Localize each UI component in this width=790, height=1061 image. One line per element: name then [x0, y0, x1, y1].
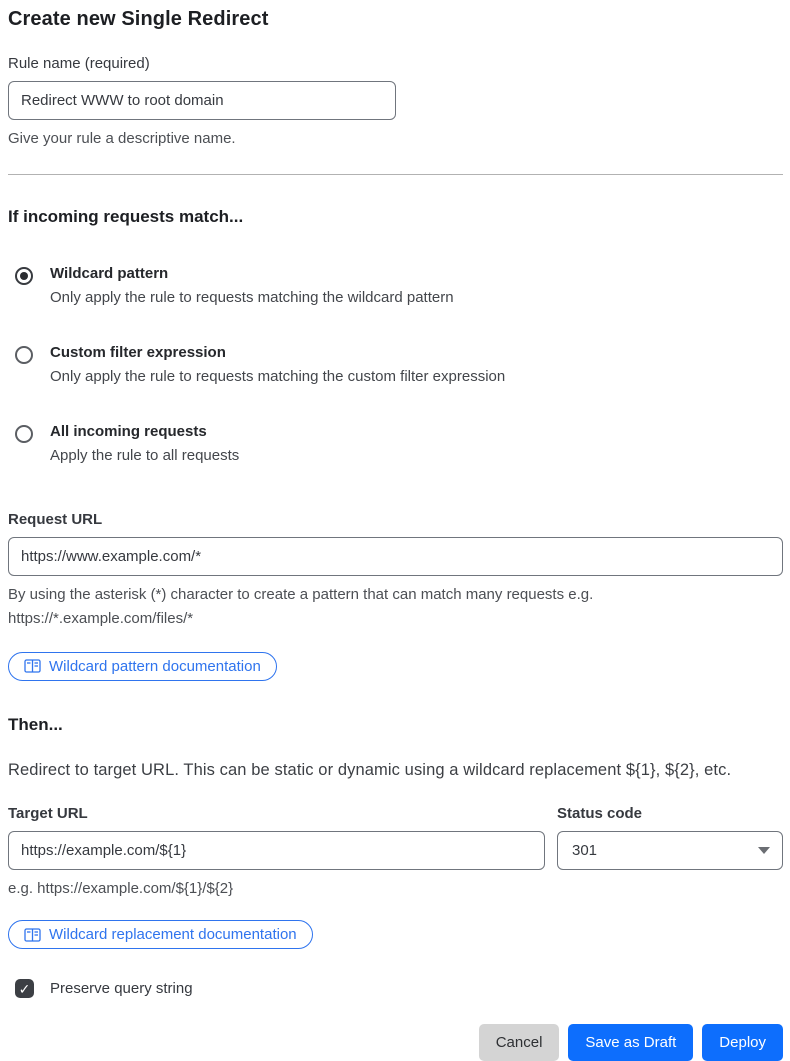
radio-option-custom-filter[interactable]	[8, 344, 783, 386]
wildcard-pattern-doc-button[interactable]	[8, 652, 277, 681]
then-intro-text: Redirect to target URL. This can be static or dynamic using a wildcard replacement ${1}, ${2}, etc.	[8, 760, 732, 779]
page-title: Create new Single Redirect	[8, 8, 269, 30]
preserve-query-checkbox-row[interactable]	[8, 979, 783, 998]
doc-button-label: Wildcard pattern documentation	[49, 657, 261, 675]
then-section-heading: Then...	[8, 714, 63, 734]
book-icon	[24, 928, 41, 942]
rule-name-label: Rule name (required)	[8, 55, 150, 72]
match-type-radio-group	[8, 265, 783, 465]
preserve-query-label: Preserve query string	[50, 980, 193, 997]
cancel-button[interactable]: Cancel	[479, 1024, 560, 1061]
status-code-field	[557, 805, 783, 870]
doc-button-label: Wildcard replacement documentation	[49, 926, 297, 943]
radio-description: Only apply the rule to requests matching the wildcard pattern	[50, 289, 454, 307]
radio-option-wildcard-pattern[interactable]	[8, 265, 783, 307]
request-url-label: Request URL	[8, 511, 103, 529]
request-url-field	[8, 511, 783, 681]
book-icon	[24, 659, 41, 673]
status-code-select[interactable]	[557, 831, 783, 870]
target-url-label: Target URL	[8, 804, 88, 822]
checkbox-checked-icon[interactable]: ✓	[15, 979, 34, 998]
radio-unselected-icon[interactable]	[15, 346, 33, 364]
radio-unselected-icon[interactable]	[15, 425, 33, 443]
request-url-input[interactable]	[8, 537, 783, 576]
radio-label: Wildcard pattern	[50, 265, 169, 283]
chevron-down-icon	[758, 847, 770, 854]
status-code-label: Status code	[557, 804, 643, 822]
radio-description: Only apply the rule to requests matching the custom filter expression	[50, 368, 506, 386]
radio-selected-icon[interactable]	[15, 267, 33, 285]
target-url-help: e.g. https://example.com/${1}/${2}	[8, 879, 234, 897]
rule-name-field	[8, 55, 783, 150]
rule-name-input[interactable]	[8, 81, 396, 120]
radio-label: Custom filter expression	[50, 344, 226, 362]
target-row	[8, 805, 783, 870]
deploy-button[interactable]: Deploy	[702, 1024, 783, 1061]
radio-option-all-requests[interactable]	[8, 423, 783, 465]
wildcard-replacement-doc-button[interactable]	[8, 920, 313, 949]
radio-label: All incoming requests	[50, 423, 207, 441]
save-as-draft-button[interactable]: Save as Draft	[568, 1024, 693, 1061]
request-url-help: By using the asterisk (*) character to create a pattern that can match many requests e.g. https://*.example.com/files/*	[8, 586, 594, 627]
status-code-value: 301	[572, 841, 598, 859]
footer-actions	[8, 1024, 783, 1061]
radio-description: Apply the rule to all requests	[50, 447, 240, 465]
section-divider	[8, 174, 783, 175]
target-url-field	[8, 805, 545, 870]
rule-name-help: Give your rule a descriptive name.	[8, 130, 236, 147]
match-section-heading: If incoming requests match...	[8, 207, 244, 227]
target-url-input[interactable]	[8, 831, 545, 870]
